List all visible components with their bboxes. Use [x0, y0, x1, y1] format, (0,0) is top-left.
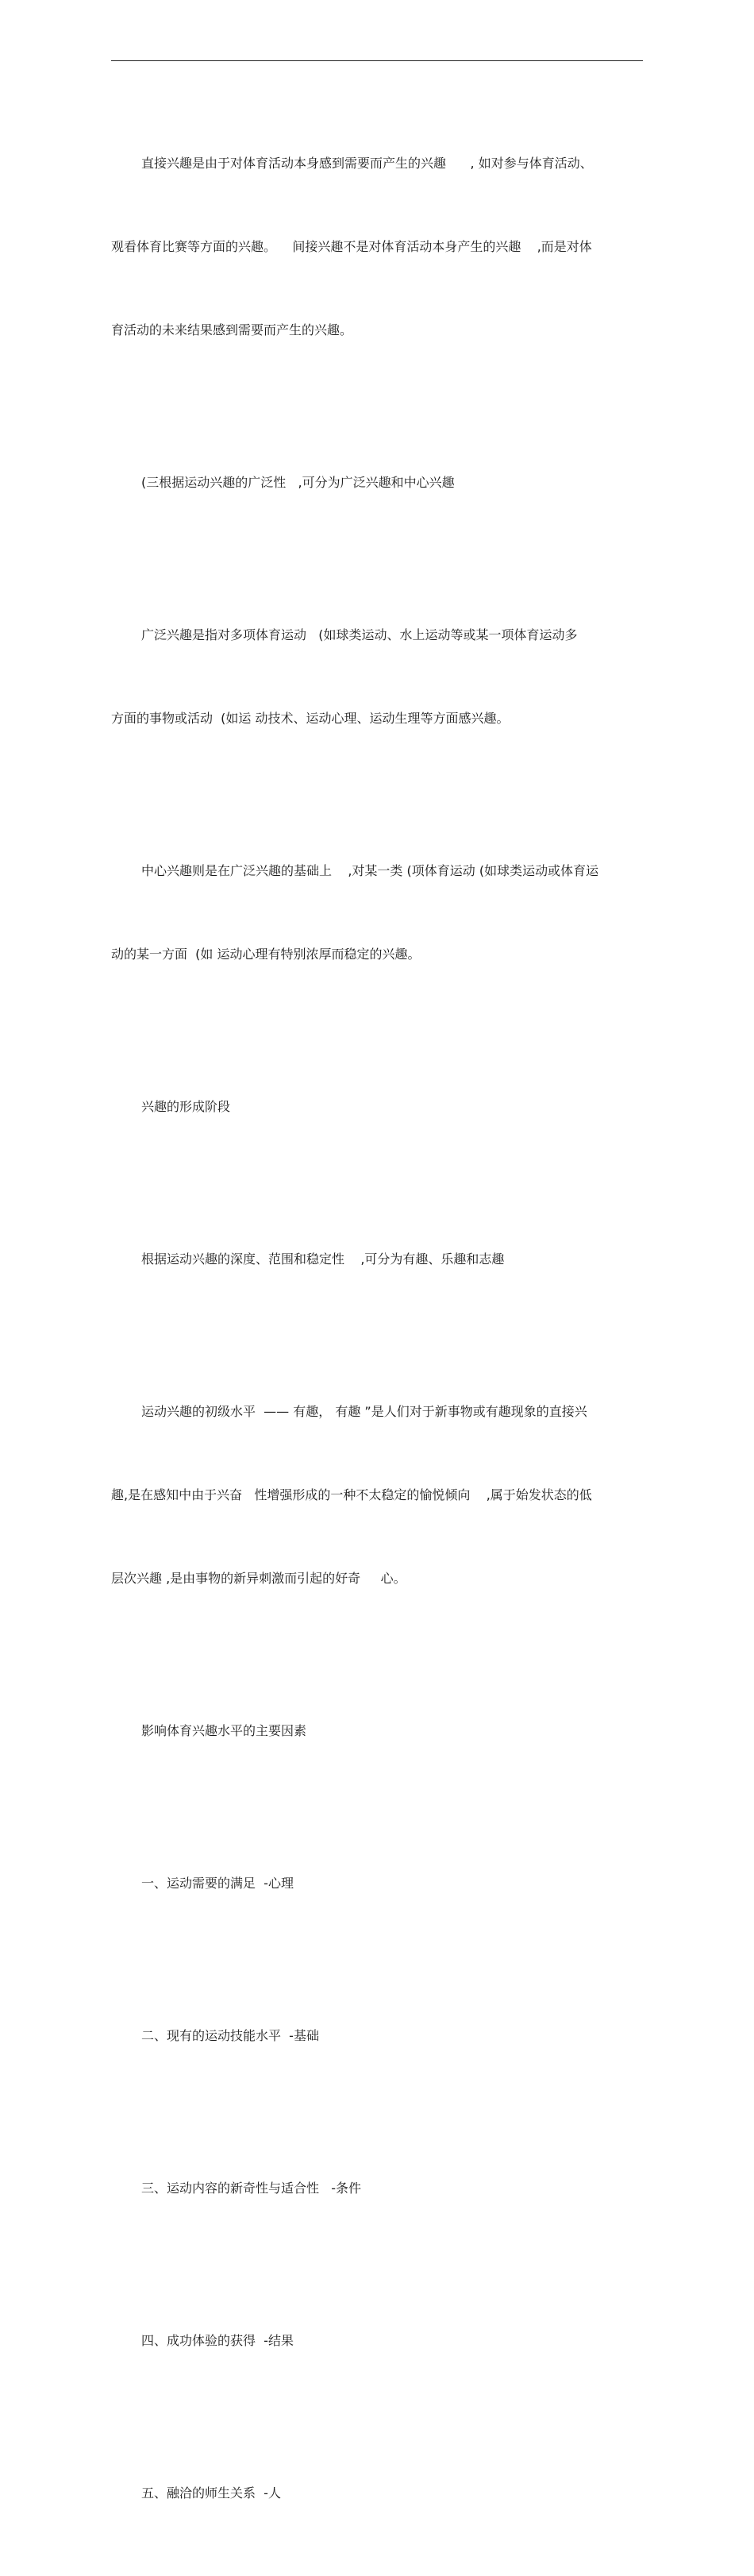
text-line: 广泛兴趣是指对多项体育运动 (如球类运动、水上运动等或某一项体育运动多: [141, 627, 578, 642]
list-item-factor-5: [111, 2424, 639, 2563]
text-line: 观看体育比赛等方面的兴趣。 间接兴趣不是对体育活动本身产生的兴趣 ,而是对体: [111, 239, 592, 254]
paragraph-central-interest: [111, 801, 639, 1024]
text-line: 中心兴趣则是在广泛兴趣的基础上 ,对某一类 (项体育运动 (如球类运动或体育运: [141, 863, 599, 878]
paragraph-broad-interest: [111, 565, 639, 788]
list-item-factor-1: [111, 1814, 639, 1953]
paragraph-primary-level: [111, 1342, 639, 1648]
text-line: 兴趣的形成阶段: [141, 1099, 231, 1114]
text-line: 运动兴趣的初级水平 —— 有趣， 有趣 ”是人们对于新事物或有趣现象的直接兴: [141, 1404, 587, 1419]
document-body: [111, 94, 639, 2576]
section-heading-main-factors: [111, 1661, 639, 1800]
list-item-factor-4: [111, 2271, 639, 2410]
text-line: 趣,是在感知中由于兴奋 性增强形成的一种不太稳定的愉悦倾向 ,属于始发状态的低: [111, 1487, 592, 1502]
list-item-factor-2: [111, 1966, 639, 2105]
text-line: 根据运动兴趣的深度、范围和稳定性 ,可分为有趣、乐趣和志趣: [141, 1251, 505, 1267]
text-line: 层次兴趣 ,是由事物的新异刺激而引起的好奇 心。: [111, 1571, 406, 1586]
text-line: 二、现有的运动技能水平 -基础: [141, 2028, 319, 2043]
paragraph-direct-interest: [111, 94, 639, 399]
paragraph-breadth-classification: [111, 413, 639, 552]
text-line: 动的某一方面 (如 运动心理有特别浓厚而稳定的兴趣。: [111, 947, 421, 962]
paragraph-depth-classification: [111, 1190, 639, 1328]
text-line: 直接兴趣是由于对体育活动本身感到需要而产生的兴趣 , 如对参与体育活动、: [141, 156, 593, 171]
text-line: (三根据运动兴趣的广泛性 ,可分为广泛兴趣和中心兴趣: [141, 475, 455, 490]
list-item-factor-3: [111, 2119, 639, 2258]
text-line: 四、成功体验的获得 -结果: [141, 2333, 294, 2348]
text-line: 五、融洽的师生关系 -人: [141, 2485, 281, 2501]
text-line: 育活动的未来结果感到需要而产生的兴趣。: [111, 322, 353, 337]
text-line: 三、运动内容的新奇性与适合性 -条件: [141, 2181, 362, 2196]
text-line: 方面的事物或活动 (如运 动技术、运动心理、运动生理等方面感兴趣。: [111, 711, 510, 726]
text-line: 影响体育兴趣水平的主要因素: [141, 1723, 307, 1738]
section-heading-formation-stages: [111, 1037, 639, 1176]
text-line: 一、运动需要的满足 -心理: [141, 1876, 294, 1891]
header-rule: [111, 60, 643, 61]
